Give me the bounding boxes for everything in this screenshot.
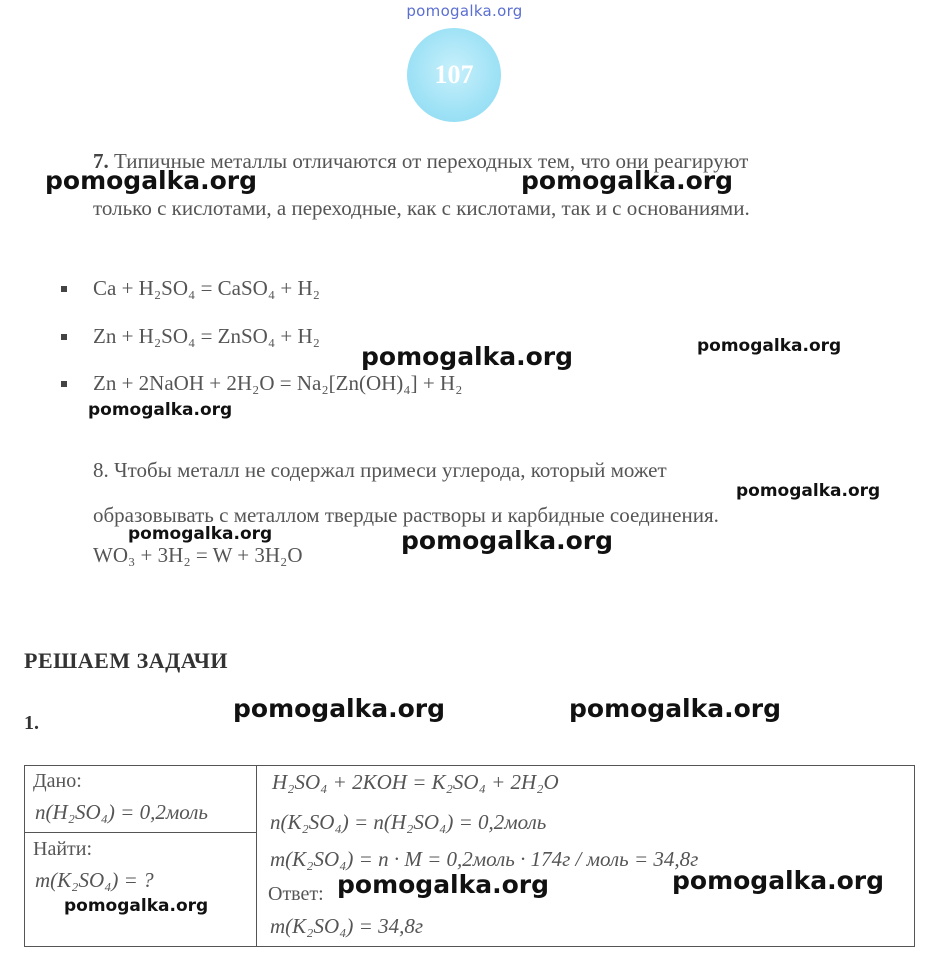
given-label: Дано: <box>33 770 82 792</box>
q8-line2: образовывать с металлом твердые растворы и карбидные соединения. <box>93 503 719 527</box>
q7-number: 7. <box>93 149 109 173</box>
solution-mass: m(K₂SO₄) = n · M = 0,2моль · 174г / моль = 34,8г <box>270 847 699 871</box>
site-url-header: pomogalka.org <box>406 2 523 20</box>
section-heading: РЕШАЕМ ЗАДАЧИ <box>24 648 229 673</box>
reaction-3: Zn + 2NaOH + 2H₂O = Na₂[Zn(OH)₄] + H₂ <box>93 371 463 395</box>
table-divider-horizontal <box>24 832 257 833</box>
table-border-right <box>914 765 915 947</box>
table-divider-vertical <box>256 765 257 947</box>
find-value: m(K₂SO₄) = ? <box>35 868 154 892</box>
answer-value: m(K₂SO₄) = 34,8г <box>270 914 424 938</box>
given-value: n(H₂SO₄) = 0,2моль <box>35 800 208 824</box>
solution-moles: n(K₂SO₄) = n(H₂SO₄) = 0,2моль <box>270 810 547 834</box>
table-border-bottom <box>24 946 915 947</box>
q8-equation: WO₃ + 3H₂ = W + 3H₂O <box>93 543 303 567</box>
watermark: pomogalka.org <box>128 524 273 544</box>
watermark: pomogalka.org <box>361 342 574 371</box>
watermark: pomogalka.org <box>88 400 233 420</box>
watermark: pomogalka.org <box>569 694 782 723</box>
watermark: pomogalka.org <box>736 481 881 501</box>
task-number: 1. <box>24 712 39 734</box>
watermark: pomogalka.org <box>45 166 258 195</box>
page-number: 107 <box>434 60 474 89</box>
watermark: pomogalka.org <box>64 896 209 916</box>
q8-line1: 8. Чтобы металл не содержал примеси углерода, который может <box>93 458 667 482</box>
watermark: pomogalka.org <box>697 336 842 356</box>
reaction-2: Zn + H₂SO₄ = ZnSO₄ + H₂ <box>93 324 320 348</box>
solution-equation: H₂SO₄ + 2KOH = K₂SO₄ + 2H₂O <box>272 770 559 794</box>
watermark: pomogalka.org <box>521 166 734 195</box>
table-border-left <box>24 765 25 947</box>
watermark: pomogalka.org <box>233 694 446 723</box>
table-border-top <box>24 765 915 766</box>
reaction-1: Ca + H₂SO₄ = CaSO₄ + H₂ <box>93 276 320 300</box>
watermark: pomogalka.org <box>672 866 885 895</box>
find-label: Найти: <box>33 838 93 860</box>
bullet-icon <box>61 334 67 340</box>
q7-text-line2: только с кислотами, а переходные, как с кислотами, так и с основаниями. <box>93 196 750 220</box>
watermark: pomogalka.org <box>337 870 550 899</box>
watermark: pomogalka.org <box>401 526 614 555</box>
answer-label: Ответ: <box>268 883 324 905</box>
q7-text-line1: Типичные металлы отличаются от переходных тем, что они реагируют <box>114 149 749 173</box>
bullet-icon <box>61 381 67 387</box>
bullet-icon <box>61 286 67 292</box>
